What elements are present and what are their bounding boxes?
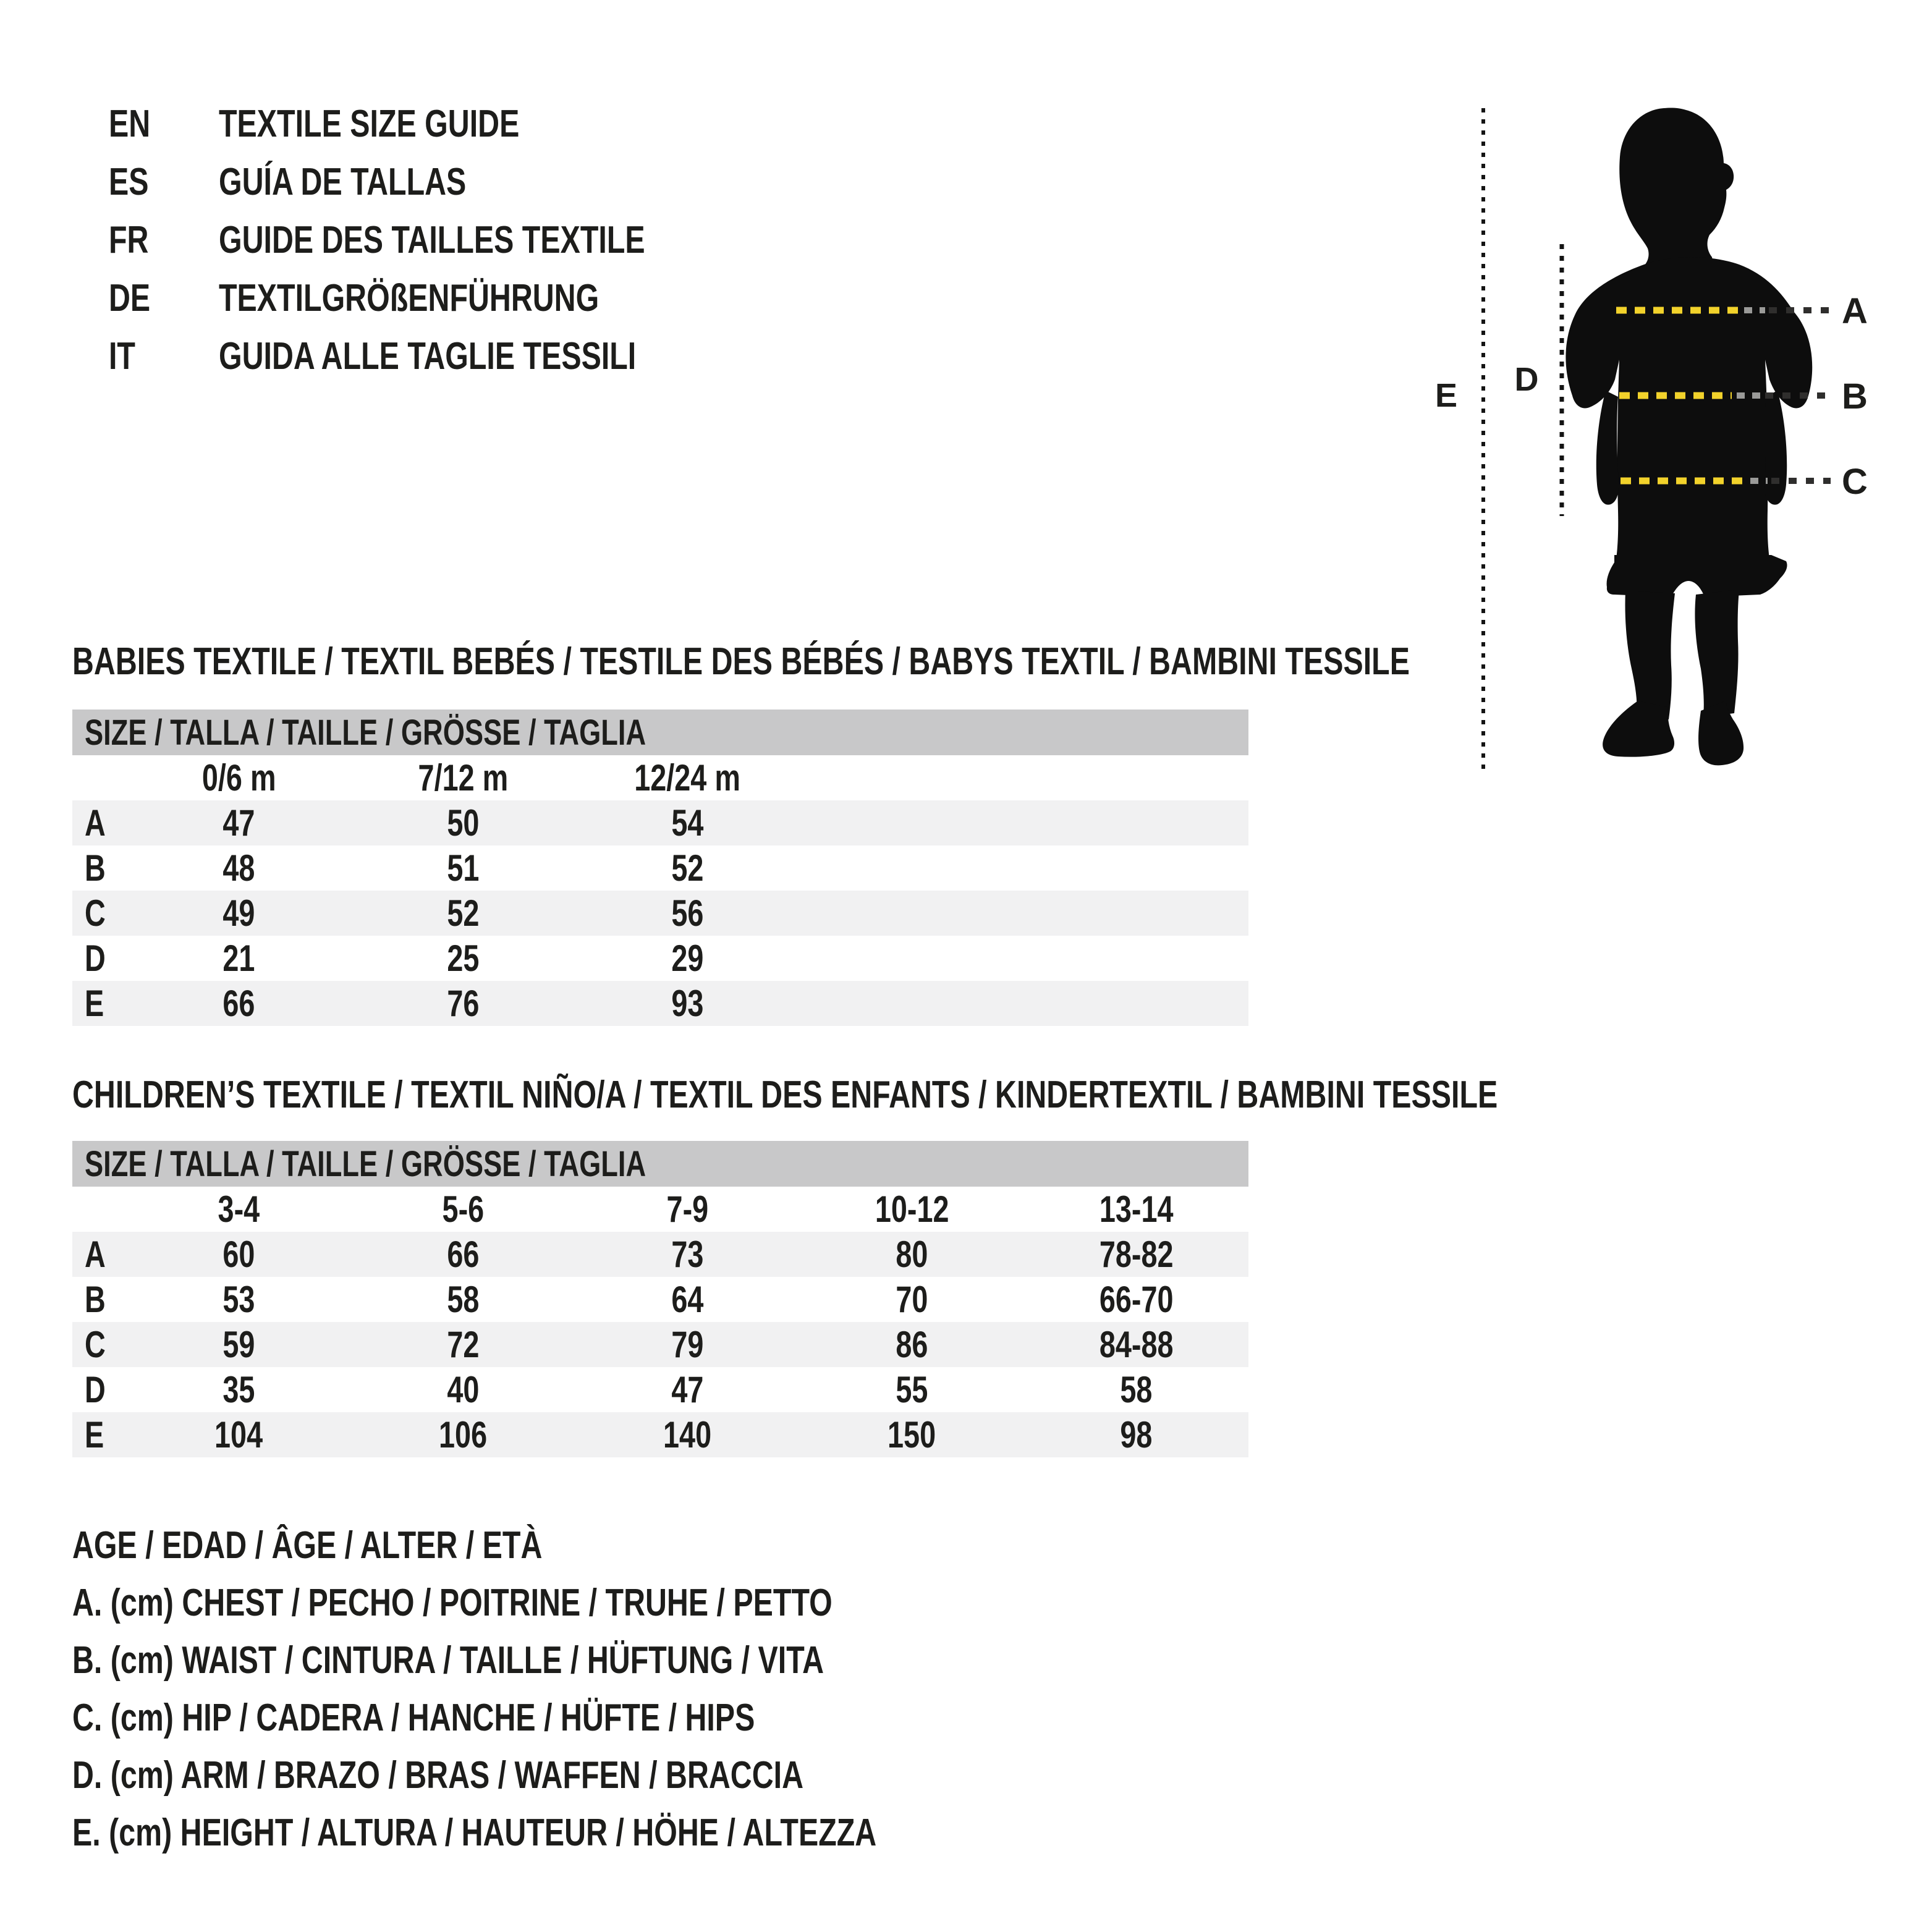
label-c: C [1842,462,1868,502]
measurement-legend [72,1517,1103,1862]
table-row [72,1367,1248,1412]
size-value: 66-70 [1099,1279,1174,1320]
size-value: 73 [671,1234,704,1275]
column-header: 3-4 [218,1188,260,1230]
size-value: 54 [671,802,704,844]
table-row [72,1277,1248,1322]
size-value: 84-88 [1099,1324,1174,1365]
row-label: C [85,1324,106,1365]
row-label: B [85,847,106,889]
babies-size-table [72,710,1248,1026]
silhouette-shoe-right [1698,701,1743,765]
language-code: DE [109,276,151,320]
label-b: B [1842,376,1868,417]
guide-title: GUIDA ALLE TAGLIE TESSILI [219,334,637,378]
row-label: A [85,802,106,844]
language-code: FR [109,218,149,261]
size-value: 104 [214,1414,263,1455]
column-header: 7-9 [666,1188,709,1230]
size-value: 72 [447,1324,480,1365]
row-label: E [85,1414,104,1455]
label-d: D [1514,361,1539,398]
size-value: 52 [447,892,480,934]
silhouette-head [1619,108,1734,279]
row-label: D [85,1369,106,1410]
table-row [72,1232,1248,1277]
size-value: 52 [671,847,704,889]
table-row [72,891,1248,936]
size-header-band: SIZE / TALLA / TAILLE / GRÖSSE / TAGLIA [72,1141,1248,1187]
guide-title: GUIDE DES TAILLES TEXTILE [219,218,645,261]
language-row [109,153,765,211]
size-value: 48 [222,847,255,889]
language-row [109,327,765,385]
column-header: 7/12 m [418,757,509,799]
size-value: 40 [447,1369,480,1410]
row-label: C [85,892,106,934]
size-value: 53 [222,1279,255,1320]
language-code: ES [109,160,149,203]
label-a: A [1842,291,1868,331]
legend-line: C. (cm) HIP / CADERA / HANCHE / HÜFTE / HIPS [72,1697,755,1739]
table-row [72,845,1248,891]
size-value: 35 [222,1369,255,1410]
column-header: 13-14 [1099,1188,1174,1230]
size-value: 79 [671,1324,704,1365]
size-value: 58 [447,1279,480,1320]
size-value: 56 [671,892,704,934]
label-e: E [1434,377,1458,414]
size-value: 47 [671,1369,704,1410]
legend-line: A. (cm) CHEST / PECHO / POITRINE / TRUHE / PETTO [72,1582,833,1624]
silhouette-shoe-left [1603,701,1674,757]
language-code: IT [109,334,135,378]
size-value: 86 [896,1324,928,1365]
size-value: 59 [222,1324,255,1365]
size-value: 150 [888,1414,936,1455]
language-title-list [109,95,765,385]
legend-line: E. (cm) HEIGHT / ALTURA / HAUTEUR / HÖHE / ALTEZZA [72,1811,877,1854]
silhouette-shorts [1607,555,1787,597]
guide-title: TEXTILGRÖßENFÜHRUNG [219,276,600,320]
size-value: 76 [447,983,480,1024]
row-label: A [85,1234,106,1275]
language-row [109,269,765,327]
column-header: 5-6 [442,1188,485,1230]
children-section-heading: CHILDREN’S TEXTILE / TEXTIL NIÑO/A / TEXTIL DES ENFANTS / KINDERTEXTIL / BAMBINI TESSILE [72,1073,1498,1116]
size-value: 80 [896,1234,928,1275]
row-label: E [85,983,104,1024]
language-row [109,211,765,269]
table-row [72,800,1248,845]
size-value: 140 [663,1414,712,1455]
table-row [72,936,1248,981]
column-header-row [72,1187,1248,1232]
size-header-band: SIZE / TALLA / TAILLE / GRÖSSE / TAGLIA [72,710,1248,755]
size-value: 64 [671,1279,704,1320]
size-value: 70 [896,1279,928,1320]
children-size-table [72,1141,1248,1457]
size-value: 66 [447,1234,480,1275]
size-value: 66 [222,983,255,1024]
size-value: 50 [447,802,480,844]
table-row [72,1322,1248,1367]
babies-section-heading: BABIES TEXTILE / TEXTIL BEBÉS / TESTILE DES BÉBÉS / BABYS TEXTIL / BAMBINI TESSILE [72,640,1410,683]
size-value: 106 [439,1414,488,1455]
guide-title: GUÍA DE TALLAS [219,160,467,203]
row-label: B [85,1279,106,1320]
size-value: 78-82 [1099,1234,1174,1275]
size-value: 93 [671,983,704,1024]
column-header: 10-12 [875,1188,949,1230]
size-value: 51 [447,847,480,889]
row-label: D [85,938,106,979]
legend-line: AGE / EDAD / ÂGE / ALTER / ETÀ [72,1524,543,1567]
silhouette-forearm-left [1596,391,1619,505]
column-header: 12/24 m [634,757,741,799]
size-value: 49 [222,892,255,934]
language-code: EN [109,102,151,145]
size-value: 60 [222,1234,255,1275]
size-value: 21 [222,938,255,979]
size-value: 47 [222,802,255,844]
size-value: 58 [1120,1369,1153,1410]
legend-line: D. (cm) ARM / BRAZO / BRAS / WAFFEN / BRACCIA [72,1754,804,1797]
table-row [72,981,1248,1026]
size-value: 98 [1120,1414,1153,1455]
column-header: 0/6 m [201,757,276,799]
silhouette-forearm-right [1765,391,1787,505]
table-row [72,1412,1248,1457]
language-row [109,95,765,153]
size-value: 25 [447,938,480,979]
legend-line: B. (cm) WAIST / CINTURA / TAILLE / HÜFTUNG / VITA [72,1639,824,1682]
column-header-row [72,755,1248,800]
size-value: 29 [671,938,704,979]
size-value: 55 [896,1369,928,1410]
guide-title: TEXTILE SIZE GUIDE [219,102,520,145]
